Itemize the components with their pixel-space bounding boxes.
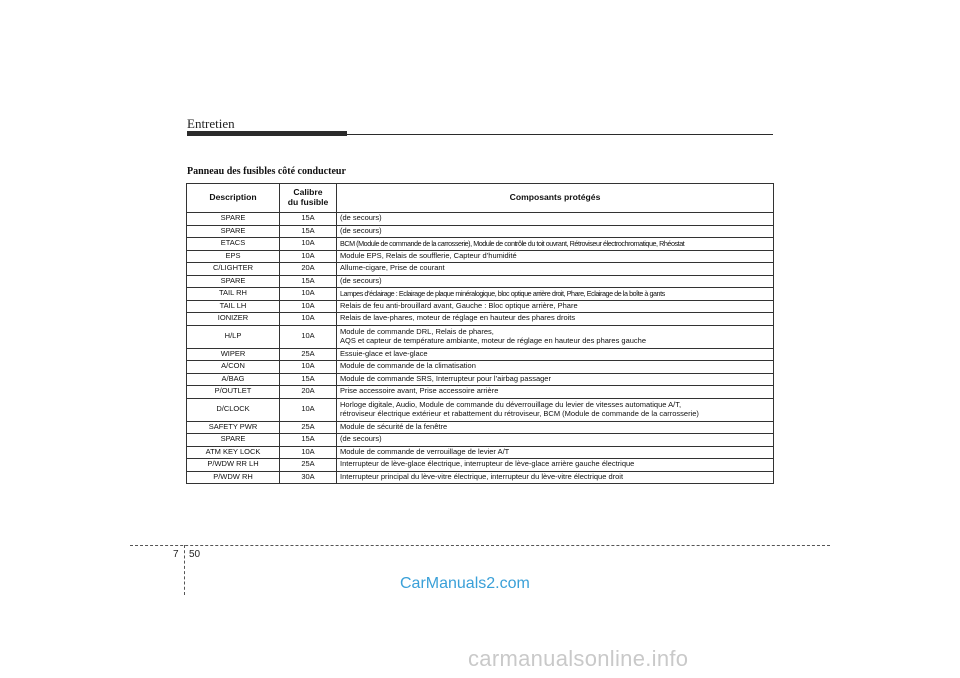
fuse-rating: 20A — [280, 386, 337, 399]
fuse-rating: 10A — [280, 250, 337, 263]
fuse-components: Module de commande de la climatisation — [337, 361, 774, 374]
fuse-rating: 10A — [280, 398, 337, 421]
fuse-description: SAFETY PWR — [187, 421, 280, 434]
fuse-description: P/WDW RR LH — [187, 459, 280, 472]
fuse-components — [337, 325, 774, 348]
fuse-components-line2: AQS et capteur de température ambiante, moteur de réglage en hauteur des phares gauche — [340, 335, 647, 345]
header-components: Composants protégés — [337, 184, 774, 213]
table-row — [187, 348, 774, 361]
header-rating-line1: Calibre — [293, 187, 323, 198]
fuse-components-line2: rétroviseur électrique extérieur et rabattement du rétroviseur, BCM (Module de commande de la carrosserie) — [340, 408, 699, 418]
fuse-description: TAIL LH — [187, 300, 280, 313]
chapter-number: 7 — [173, 549, 179, 560]
header-rule-thin — [347, 134, 773, 135]
table-row — [187, 471, 774, 484]
fuse-components: (de secours) — [337, 225, 774, 238]
fuse-description: SPARE — [187, 225, 280, 238]
fuse-rating: 25A — [280, 459, 337, 472]
table-row — [187, 313, 774, 326]
table-row — [187, 446, 774, 459]
fuse-components — [337, 398, 774, 421]
footer-divider — [184, 545, 185, 595]
page-number: 50 — [189, 549, 201, 560]
fuse-rating: 10A — [280, 288, 337, 301]
fuse-rating: 25A — [280, 421, 337, 434]
watermark-top[interactable]: CarManuals2.com — [400, 575, 530, 592]
fuse-rating: 15A — [280, 225, 337, 238]
table-row — [187, 421, 774, 434]
fuse-rating: 20A — [280, 263, 337, 276]
fuse-components: Allume-cigare, Prise de courant — [337, 263, 774, 276]
fuse-description: EPS — [187, 250, 280, 263]
header-rule-thick — [187, 131, 347, 136]
fuse-description: WIPER — [187, 348, 280, 361]
fuse-rating: 10A — [280, 238, 337, 251]
header-description: Description — [187, 184, 280, 213]
fuse-rating: 15A — [280, 434, 337, 447]
fuse-description: ETACS — [187, 238, 280, 251]
fuse-description: SPARE — [187, 434, 280, 447]
fuse-description: TAIL RH — [187, 288, 280, 301]
table-row — [187, 459, 774, 472]
fuse-components: Interrupteur principal du lève-vitre électrique, interrupteur du lève-vitre électrique droit — [337, 471, 774, 484]
table-row — [187, 300, 774, 313]
table-row — [187, 398, 774, 421]
chapter-title: Entretien — [187, 116, 235, 131]
table-row — [187, 434, 774, 447]
fuse-rating: 25A — [280, 348, 337, 361]
fuse-description: SPARE — [187, 213, 280, 226]
header-rating-line2: du fusible — [287, 197, 329, 207]
table-header-row — [187, 184, 774, 213]
fuse-components: (de secours) — [337, 275, 774, 288]
fuse-rating: 10A — [280, 300, 337, 313]
fuse-description: ATM KEY LOCK — [187, 446, 280, 459]
fuse-components: Interrupteur de lève-glace électrique, interrupteur de lève-glace arrière gauche électrique — [337, 459, 774, 472]
table-row — [187, 238, 774, 251]
fuse-description: A/CON — [187, 361, 280, 374]
fuse-description: SPARE — [187, 275, 280, 288]
fuse-components: (de secours) — [337, 434, 774, 447]
fuse-rating: 15A — [280, 213, 337, 226]
section-title: Panneau des fusibles côté conducteur — [187, 166, 346, 177]
fuse-rating: 10A — [280, 325, 337, 348]
fuse-components: Module de commande de verrouillage de levier A/T — [337, 446, 774, 459]
fuse-components: Module de commande SRS, Interrupteur pour l’airbag passager — [337, 373, 774, 386]
fuse-rating: 15A — [280, 373, 337, 386]
fuse-components-line1: Horloge digitale, Audio, Module de commande du déverrouillage du levier de vitesses automatique A/T, — [340, 399, 682, 409]
table-row — [187, 263, 774, 276]
table-row — [187, 373, 774, 386]
fuse-components: BCM (Module de commande de la carrosserie), Module de contrôle du toit ouvrant, Rétroviseur électrochromatique, Rhéostat — [337, 238, 774, 251]
fuse-components: Lampes d’éclairage : Eclairage de plaque minéralogique, bloc optique arrière droit, Phare, Eclairage de la boîte à gants — [337, 288, 774, 301]
table-row — [187, 325, 774, 348]
fuse-components-line1: Module de commande DRL, Relais de phares, — [340, 326, 494, 336]
fuse-description: P/WDW RH — [187, 471, 280, 484]
table-row — [187, 288, 774, 301]
table-row — [187, 386, 774, 399]
fuse-rating: 10A — [280, 361, 337, 374]
fuse-description: IONIZER — [187, 313, 280, 326]
table-row — [187, 225, 774, 238]
fuse-components: (de secours) — [337, 213, 774, 226]
fuse-rating: 10A — [280, 313, 337, 326]
table-row — [187, 213, 774, 226]
fuse-components: Essuie-glace et lave-glace — [337, 348, 774, 361]
fuse-description: P/OUTLET — [187, 386, 280, 399]
table-row — [187, 361, 774, 374]
fuse-components: Prise accessoire avant, Prise accessoire arrière — [337, 386, 774, 399]
table-row — [187, 250, 774, 263]
fuse-rating: 30A — [280, 471, 337, 484]
watermark-bottom[interactable]: carmanualsonline.info — [468, 646, 689, 671]
fuse-components: Relais de feu anti-brouillard avant, Gauche : Bloc optique arrière, Phare — [337, 300, 774, 313]
header-rating — [280, 184, 337, 213]
fuse-description: C/LIGHTER — [187, 263, 280, 276]
fuse-components: Relais de lave-phares, moteur de réglage en hauteur des phares droits — [337, 313, 774, 326]
footer-rule — [130, 545, 830, 546]
fuse-description: A/BAG — [187, 373, 280, 386]
fuse-description: D/CLOCK — [187, 398, 280, 421]
fuse-rating: 15A — [280, 275, 337, 288]
fuse-rating: 10A — [280, 446, 337, 459]
table-row — [187, 275, 774, 288]
fuse-components: Module de sécurité de la fenêtre — [337, 421, 774, 434]
fuse-components: Module EPS, Relais de soufflerie, Capteur d’humidité — [337, 250, 774, 263]
fuse-table — [186, 183, 774, 484]
fuse-description: H/LP — [187, 325, 280, 348]
